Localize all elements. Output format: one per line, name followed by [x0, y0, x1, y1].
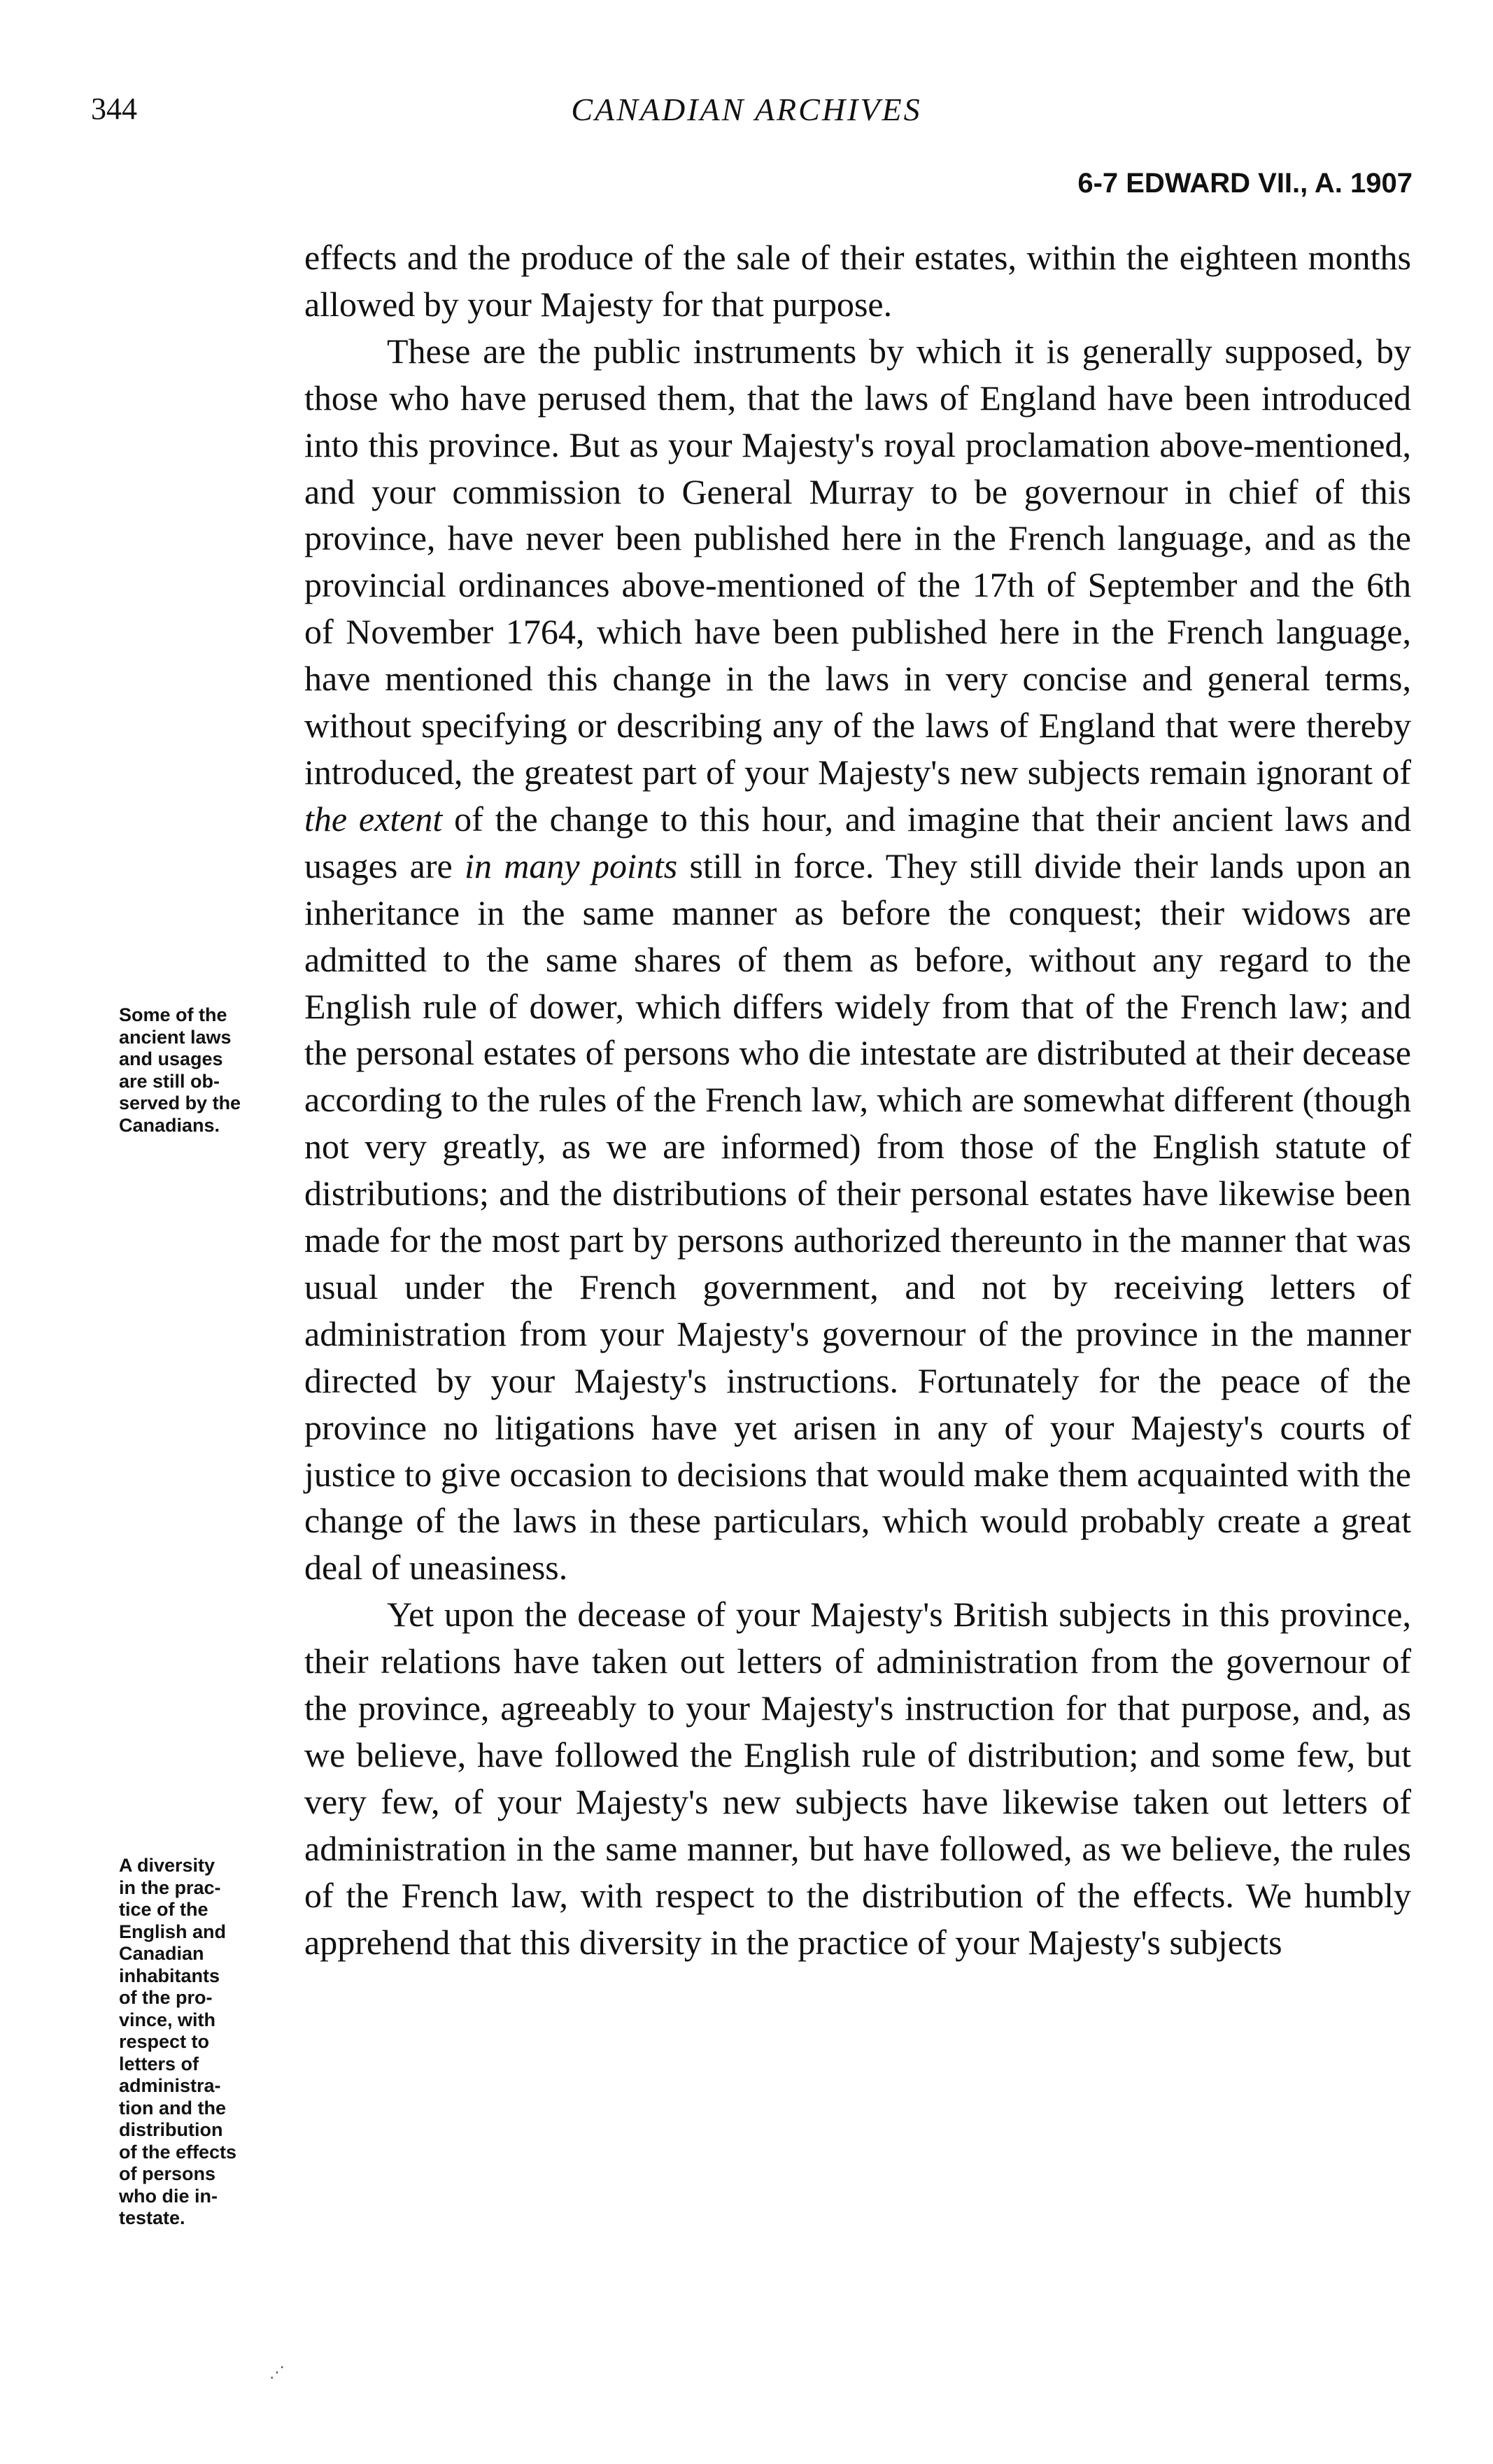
- stray-ink-mark: ⋰: [269, 2364, 285, 2381]
- session-heading: 6-7 EDWARD VII., A. 1907: [1077, 168, 1413, 199]
- paragraph-public-instruments: [304, 328, 1411, 1591]
- paragraph-text: of the change to this hour, and imagine that their ancient laws and usages are: [304, 799, 1411, 885]
- marginal-note-diversity: A diversity in the prac- tice of the English and Canadian inhabitants of the pro- vince, with respect to letters of administra- tion and the distribution of the effects of persons who die in- testate.: [119, 1855, 237, 2228]
- italic-emphasis: in many points: [465, 846, 678, 885]
- paragraph-british-subjects: Yet upon the decease of your Majesty's British subjects in this province, their relations have taken out letters of administration from the governour of the province, agreeably to your Majesty's instruction for that purpose, and, as we believe, have followed the English rule of distribution; and some few, but very few, of your Majesty's new subjects have likewise taken out letters of administration in the same manner, but have followed, as we believe, the rules of the French law, with respect to the distribution of the effects. We humbly apprehend that this diversity in the practice of your Majesty's subjects: [304, 1595, 1411, 1962]
- marginal-note-ancient-laws: Some of the ancient laws and usages are still ob- served by the Canadians.: [119, 1004, 241, 1136]
- body-text: [304, 234, 1411, 1966]
- italic-emphasis: the extent: [304, 799, 443, 839]
- running-head: CANADIAN ARCHIVES: [571, 92, 922, 127]
- paragraph-continued: effects and the produce of the sale of their estates, within the eighteen months allowed by your Majesty for that purpose.: [304, 238, 1411, 324]
- page-number: 344: [91, 92, 137, 126]
- paragraph-text: These are the public instruments by which it is generally supposed, by those who have perused them, that the laws of England have been introduced into this province. But as your Majesty's royal proclamation above-mentioned, and your commission to General Murray to be governour in chief of this province, have never been published here in the French language, and as the provincial ordinances above-mentioned of the 17th of September and the 6th of November 1764, which have been published here in the French language, have mentioned this change in the laws in very concise and general terms, without specifying or describing any of the laws of England that were thereby introduced, the greatest part of your Majesty's new subjects remain ignorant of: [304, 331, 1411, 792]
- paragraph-text: still in force. They still divide their lands upon an inheritance in the same manner as before the conquest; their widows are admitted to the same shares of them as before, without any regard to the English rule of dower, which differs widely from that of the French law; and the personal estates of persons who die intestate are distributed at their decease according to the rules of the French law, which are somewhat different (though not very greatly, as we are informed) from those of the English statute of distributions; and the distributions of their personal estates have likewise been made for the most part by persons authorized thereunto in the manner that was usual under the French government, and not by receiving letters of administration from your Majesty's governour of the province in the manner directed by your Majesty's instructions. Fortunately for the peace of the province no litigations have yet arisen in any of your Majesty's courts of justice to give occasion to decisions that would make them acquainted with the change of the laws in these particulars, which would probably create a great deal of uneasiness.: [304, 846, 1411, 1588]
